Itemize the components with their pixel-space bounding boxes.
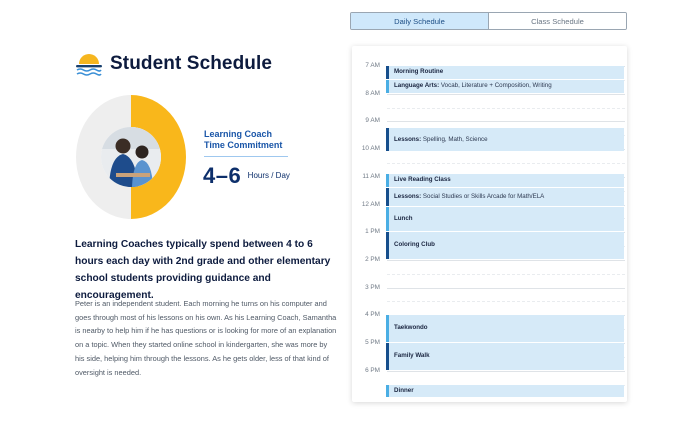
hours-per-day — [203, 163, 290, 189]
event-title: Lessons: — [394, 135, 422, 143]
event-title: Family Walk — [394, 352, 430, 359]
schedule-event[interactable] — [386, 315, 624, 342]
page-title: Student Schedule — [110, 53, 273, 74]
hour-label: 7 AM — [365, 62, 380, 69]
schedule-event[interactable] — [386, 188, 624, 206]
learning-coach-photo — [101, 127, 161, 187]
event-detail: Spelling, Math, Science — [421, 135, 488, 143]
schedule-toggle — [350, 12, 627, 30]
event-title: Lessons: — [394, 193, 422, 201]
time-commitment-donut — [76, 95, 186, 219]
schedule-event[interactable] — [386, 80, 624, 93]
schedule-event[interactable] — [386, 207, 624, 231]
sunrise-logo-icon — [76, 54, 102, 76]
event-title: Taekwondo — [394, 324, 428, 332]
hours-value: 4–6 — [203, 163, 242, 188]
hour-gridline — [387, 260, 625, 261]
event-title: Dinner — [394, 386, 414, 394]
hour-label: 10 AM — [361, 145, 380, 153]
half-hour-gridline — [387, 301, 625, 302]
hour-label: 5 PM — [365, 339, 380, 346]
event-title: Live Reading Class — [394, 176, 451, 184]
event-title: Coloring Club — [394, 241, 435, 249]
tab-daily-schedule[interactable]: Daily Schedule — [351, 13, 489, 29]
hour-label: 12 AM — [361, 200, 380, 208]
tab-class-schedule[interactable]: Class Schedule — [489, 13, 626, 29]
hour-label: 8 AM — [365, 89, 380, 97]
event-detail: Vocab, Literature + Composition, Writing — [439, 82, 552, 90]
hours-unit: Hours / Day — [247, 171, 290, 180]
hour-label: 2 PM — [365, 255, 380, 263]
hour-label: 11 AM — [362, 172, 380, 180]
schedule-event[interactable] — [386, 385, 624, 398]
schedule-event[interactable] — [386, 128, 624, 151]
daily-schedule-calendar[interactable] — [352, 46, 627, 402]
event-title: Language Arts: — [394, 82, 440, 90]
event-title: Morning Routine — [394, 68, 444, 76]
hour-label: 4 PM — [365, 311, 380, 319]
event-detail: Social Studies or Skills Arcade for Math/ELA — [421, 193, 545, 201]
hour-gridline — [387, 371, 625, 372]
hour-label: 6 PM — [365, 366, 380, 374]
schedule-event[interactable] — [386, 343, 624, 370]
hour-gridline — [387, 121, 625, 122]
hour-gridline — [387, 288, 625, 289]
half-hour-gridline — [387, 108, 625, 109]
hour-label: 9 AM — [365, 117, 380, 125]
schedule-event[interactable] — [386, 174, 624, 187]
half-hour-gridline — [387, 163, 625, 164]
hour-label: 3 PM — [365, 283, 380, 291]
coach-divider — [204, 156, 288, 157]
hour-gridline — [387, 94, 625, 95]
schedule-event[interactable] — [386, 66, 624, 79]
coach-title: Learning Coach Time Commitment — [204, 129, 283, 150]
lead-paragraph: Learning Coaches typically spend between 4 to 6 hours each day with 2nd grade and other elementary school students providing guidance and encouragement. — [75, 239, 331, 301]
body-paragraph: Peter is an independent student. Each morning he turns on his computer and goes through most of his lessons on his own. As his Learning Coach, Samantha is nearby to help him if he has questions or is looking for more of an explanation on a topic. When they started online school in kindergarten, she was more by his side, helping him through the lessons. As he gets older, less of that kind of oversight is needed. — [75, 299, 337, 377]
event-title: Lunch — [394, 215, 413, 223]
hour-label: 1 PM — [365, 228, 380, 236]
schedule-event[interactable] — [386, 232, 624, 259]
half-hour-gridline — [387, 274, 625, 275]
